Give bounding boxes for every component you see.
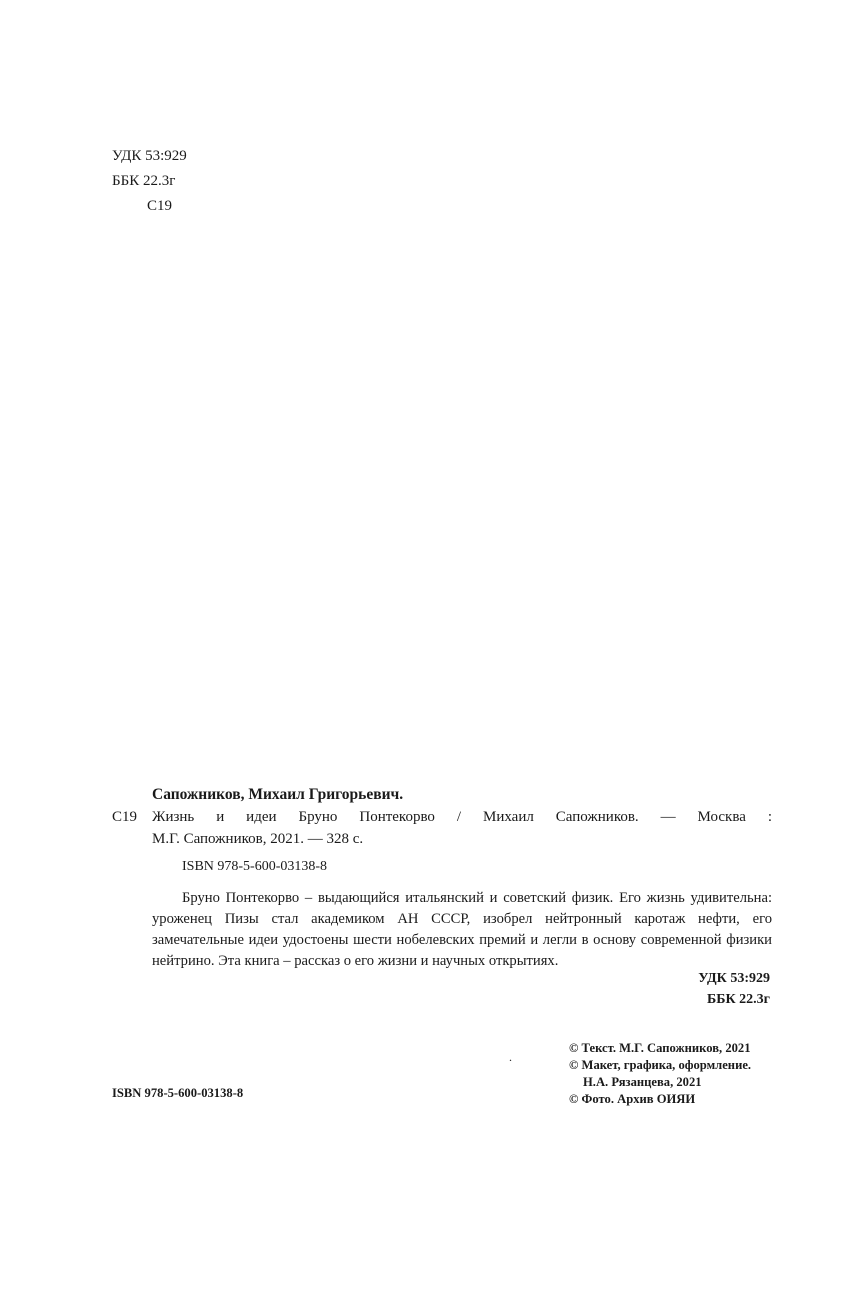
annotation-paragraph — [152, 888, 772, 972]
classification-udk: УДК 53:929 — [698, 971, 770, 986]
copyright-photo: © Фото. Архив ОИЯИ — [569, 1092, 696, 1106]
copyright-layout-author: Н.А. Рязанцева, 2021 — [583, 1075, 702, 1089]
entry-title-line1: Жизнь и идеи Бруно Понтекорво / Михаил Сапожников. — Москва : — [152, 809, 772, 825]
header-author-code: С19 — [147, 198, 173, 214]
copyright-layout: © Макет, графика, оформление. — [569, 1058, 752, 1072]
annotation-text: Бруно Понтекорво – выдающийся итальянский и советский физик. Его жизнь удивительна: уроженец Пизы стал академиком АН СССР, изобрел нейтронный каротаж нефти, его замечательные идеи удостоены шести нобелевских премий и легли в основу современной физики нейтрино. Эта книга – рассказ о его жизни и научных открытиях. — [152, 890, 772, 969]
header-udk: УДК 53:929 — [112, 148, 187, 164]
copyright-text: © Текст. М.Г. Сапожников, 2021 — [569, 1041, 751, 1055]
footer-isbn: ISBN 978-5-600-03138-8 — [112, 1086, 244, 1100]
classification-bbk: ББК 22.3г — [706, 992, 770, 1007]
entry-isbn: ISBN 978-5-600-03138-8 — [182, 859, 328, 874]
entry-author-code: С19 — [112, 809, 138, 825]
entry-title-line2: М.Г. Сапожников, 2021. — 328 с. — [152, 831, 364, 847]
header-bbk: ББК 22.3г — [112, 173, 176, 189]
entry-author: Сапожников, Михаил Григорьевич. — [152, 786, 404, 803]
stray-dot: . — [509, 1050, 512, 1064]
copyright-block — [569, 1040, 751, 1108]
